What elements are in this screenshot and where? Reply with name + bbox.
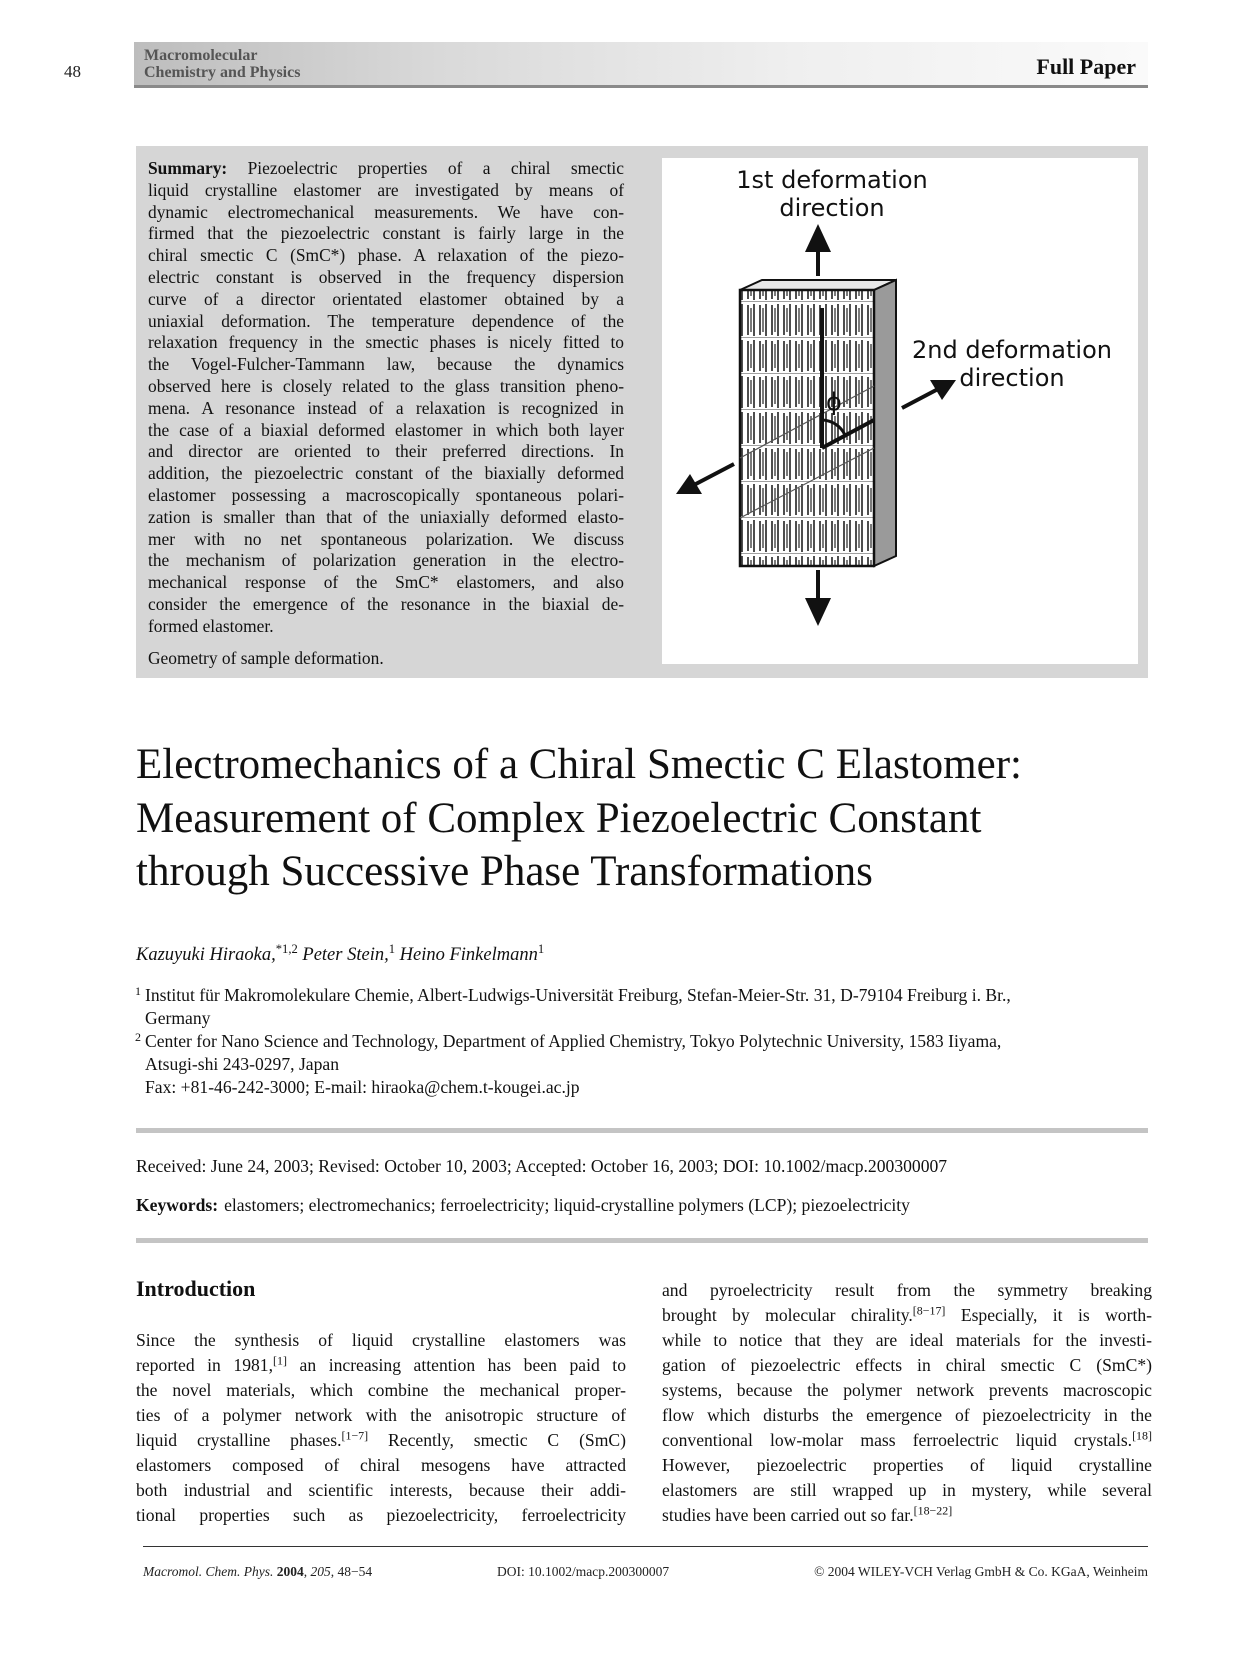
summary-box: [136, 146, 1148, 678]
citation: [1]: [273, 1353, 287, 1368]
second-deformation-arrow: [902, 388, 940, 408]
author-affiliation-mark: 1: [388, 942, 396, 957]
second-direction-label-line2: direction: [959, 364, 1065, 392]
author-list: [136, 942, 545, 966]
text-line: ties of a polymer network with the anisotropic structure of: [136, 1405, 626, 1425]
journal-header-bar: [134, 42, 1148, 88]
text-segment: studies have been carried out so far.: [662, 1505, 914, 1525]
footer-doi: DOI: 10.1002/macp.200300007: [497, 1564, 670, 1579]
summary-line: chiral smectic C (SmC*) phase. A relaxation of the piezo-: [148, 245, 624, 266]
text-segment: Especially, it is worth-: [945, 1305, 1153, 1325]
title-line-2: Measurement of Complex Piezoelectric Constant: [136, 794, 982, 842]
summary-line: observed here is closely related to the glass transition pheno-: [148, 375, 624, 396]
title-line-1: Electromechanics of a Chiral Smectic C Elastomer:: [136, 741, 1022, 788]
summary-line: uniaxial deformation. The temperature dependence of the: [148, 310, 624, 331]
block-side-face: [874, 280, 896, 566]
text-line: the novel materials, which combine the mechanical proper-: [136, 1380, 626, 1400]
affiliation-2: [136, 1030, 1146, 1076]
summary-line: mena. A resonance instead of a relaxation is recognized in: [148, 397, 624, 418]
section-label: Full Paper: [1036, 54, 1136, 79]
summary-line: dynamic electromechanical measurements. We have con-: [148, 201, 624, 222]
citation: [1−7]: [341, 1428, 369, 1443]
publication-dates: Received: June 24, 2003; Revised: October 10, 2003; Accepted: October 16, 2003; DOI: 10.1002/macp.200300007: [136, 1156, 948, 1176]
introduction-right-column: [662, 1278, 1152, 1528]
paper-title: [136, 738, 1156, 899]
block-top-face: [740, 280, 896, 290]
footer-volume: 205: [310, 1564, 331, 1579]
summary-line: elastomer possessing a macroscopically spontaneous polari-: [148, 484, 624, 505]
text-segment: conventional low-molar mass ferroelectric liquid crystals.: [662, 1430, 1133, 1450]
first-direction-label-line1: 1st deformation: [736, 166, 928, 194]
divider: [136, 1238, 1148, 1243]
footer-copyright: © 2004 WILEY-VCH Verlag GmbH & Co. KGaA, Weinheim: [814, 1564, 1148, 1579]
affiliation-line: Atsugi-shi 243-0297, Japan: [145, 1054, 340, 1074]
citation: [18]: [1132, 1428, 1152, 1443]
figure-panel: [662, 158, 1138, 664]
affiliation-1: [136, 984, 1146, 1030]
text-line: [662, 1428, 1152, 1453]
footer-citation: Macromol. Chem. Phys. 2004, 205, 48−54: [143, 1564, 373, 1579]
affiliation-line: Center for Nano Science and Technology, Department of Applied Chemistry, Tokyo Polytechnic University, 1583 Iiyama,: [145, 1031, 1002, 1051]
first-arrow-head-up: [805, 224, 831, 252]
text-line: while to notice that they are ideal materials for the investi-: [662, 1330, 1152, 1350]
author-name: Kazuyuki Hiraoka,: [136, 945, 276, 965]
keywords: [136, 1195, 910, 1216]
summary-line: consider the emergence of the resonance in the biaxial de-: [148, 593, 624, 614]
text-line: [662, 1503, 1152, 1528]
summary-line: electric constant is observed in the frequency dispersion: [148, 266, 624, 287]
block-front-face: [740, 290, 874, 566]
text-line: tional properties such as piezoelectricity, ferroelectricity: [136, 1505, 626, 1525]
deformation-geometry-figure: [662, 158, 1138, 664]
text-line: Since the synthesis of liquid crystalline elastomers was: [136, 1330, 626, 1350]
figure-caption: Geometry of sample deformation.: [148, 648, 384, 668]
keywords-label: Keywords:: [136, 1195, 219, 1215]
citation: [18−22]: [913, 1503, 953, 1518]
second-direction-label-line1: 2nd deformation: [912, 336, 1112, 364]
affiliation-line: Institut für Makromolekulare Chemie, Albert-Ludwigs-Universität Freiburg, Stefan-Meier-Str. 31, D-79104 Freiburg i. Br.,: [145, 985, 1011, 1005]
text-segment: reported in 1981,: [136, 1355, 274, 1375]
page-number: 48: [64, 62, 81, 81]
text-line: [662, 1303, 1152, 1328]
text-line: [136, 1353, 626, 1378]
text-segment: an increasing attention has been paid to: [286, 1355, 626, 1375]
author-name: Peter Stein,: [302, 945, 389, 965]
first-direction-label-line2: direction: [779, 194, 885, 222]
affiliation-number: 2: [135, 1030, 141, 1044]
angle-symbol: ϕ: [826, 388, 842, 416]
summary-line: the case of a biaxial deformed elastomer in which both layer: [148, 419, 624, 440]
text-line: gation of piezoelectric effects in chiral smectic C (SmC*): [662, 1355, 1152, 1375]
summary-line: curve of a director orientated elastomer obtained by a: [148, 288, 624, 309]
text-line: and pyroelectricity result from the symmetry breaking: [662, 1280, 1152, 1300]
introduction-left-column: [136, 1328, 626, 1528]
affiliation-number: 1: [135, 984, 141, 998]
summary-line: the Vogel-Fulcher-Tammann law, because the dynamics: [148, 354, 624, 375]
footer-pages: 48−54: [337, 1564, 373, 1579]
author-affiliation-mark: *1,2: [275, 942, 298, 957]
text-line: both industrial and scientific interests, because their addi-: [136, 1480, 626, 1500]
left-deformation-arrow: [692, 464, 734, 486]
text-segment: brought by molecular chirality.: [662, 1305, 913, 1325]
summary-line: firmed that the piezoelectric constant is fairly large in the: [148, 223, 624, 244]
affiliation-line: Germany: [145, 1008, 211, 1028]
summary-line: Piezoelectric properties of a chiral smectic: [247, 158, 624, 178]
summary-text: [148, 158, 624, 638]
summary-line: liquid crystalline elastomer are investigated by means of: [148, 179, 624, 200]
text-line: elastomers are still wrapped up in mystery, while several: [662, 1480, 1152, 1500]
contact-info: Fax: +81-46-242-3000; E-mail: hiraoka@chem.t-kougei.ac.jp: [145, 1077, 580, 1097]
summary-line: zation is smaller than that of the uniaxially deformed elasto-: [148, 506, 624, 527]
title-line-3: through Successive Phase Transformations: [136, 848, 873, 895]
journal-name-line1: Macromolecular: [144, 47, 258, 64]
summary-line: relaxation frequency in the smectic phases is nicely fitted to: [148, 332, 624, 353]
footer-journal-abbrev: Macromol. Chem. Phys.: [143, 1564, 274, 1579]
first-arrow-head-down: [805, 598, 831, 626]
author-affiliation-mark: 1: [537, 942, 545, 957]
footer-rule: [143, 1546, 1148, 1547]
text-segment: Recently, smectic C (SmC): [368, 1430, 626, 1450]
text-line: elastomers composed of chiral mesogens have attracted: [136, 1455, 626, 1475]
summary-line: formed elastomer.: [148, 615, 274, 636]
text-line: However, piezoelectric properties of liquid crystalline: [662, 1455, 1152, 1475]
journal-name-line2: Chemistry and Physics: [144, 64, 301, 81]
introduction-heading: Introduction: [136, 1276, 256, 1301]
summary-line: mer with no net spontaneous polarization. We discuss: [148, 528, 624, 549]
journal-name: [144, 47, 300, 81]
summary-line: and director are oriented to their preferred directions. In: [148, 441, 624, 462]
summary-label: Summary:: [148, 158, 228, 178]
citation: [8−17]: [912, 1303, 946, 1318]
keywords-text: elastomers; electromechanics; ferroelectricity; liquid-crystalline polymers (LCP); piezoelectricity: [224, 1195, 910, 1215]
summary-line: mechanical response of the SmC* elastomers, and also: [148, 572, 624, 593]
summary-line: addition, the piezoelectric constant of the biaxially deformed: [148, 463, 624, 484]
text-line: flow which disturbs the emergence of piezoelectricity in the: [662, 1405, 1152, 1425]
summary-line: the mechanism of polarization generation in the electro-: [148, 550, 624, 571]
footer-year: 2004: [276, 1564, 304, 1579]
divider: [136, 1128, 1148, 1133]
text-line: [136, 1428, 626, 1453]
text-line: systems, because the polymer network prevents macroscopic: [662, 1380, 1152, 1400]
author-name: Heino Finkelmann: [399, 945, 538, 965]
summary-first-line: [148, 158, 624, 180]
text-segment: liquid crystalline phases.: [136, 1430, 342, 1450]
